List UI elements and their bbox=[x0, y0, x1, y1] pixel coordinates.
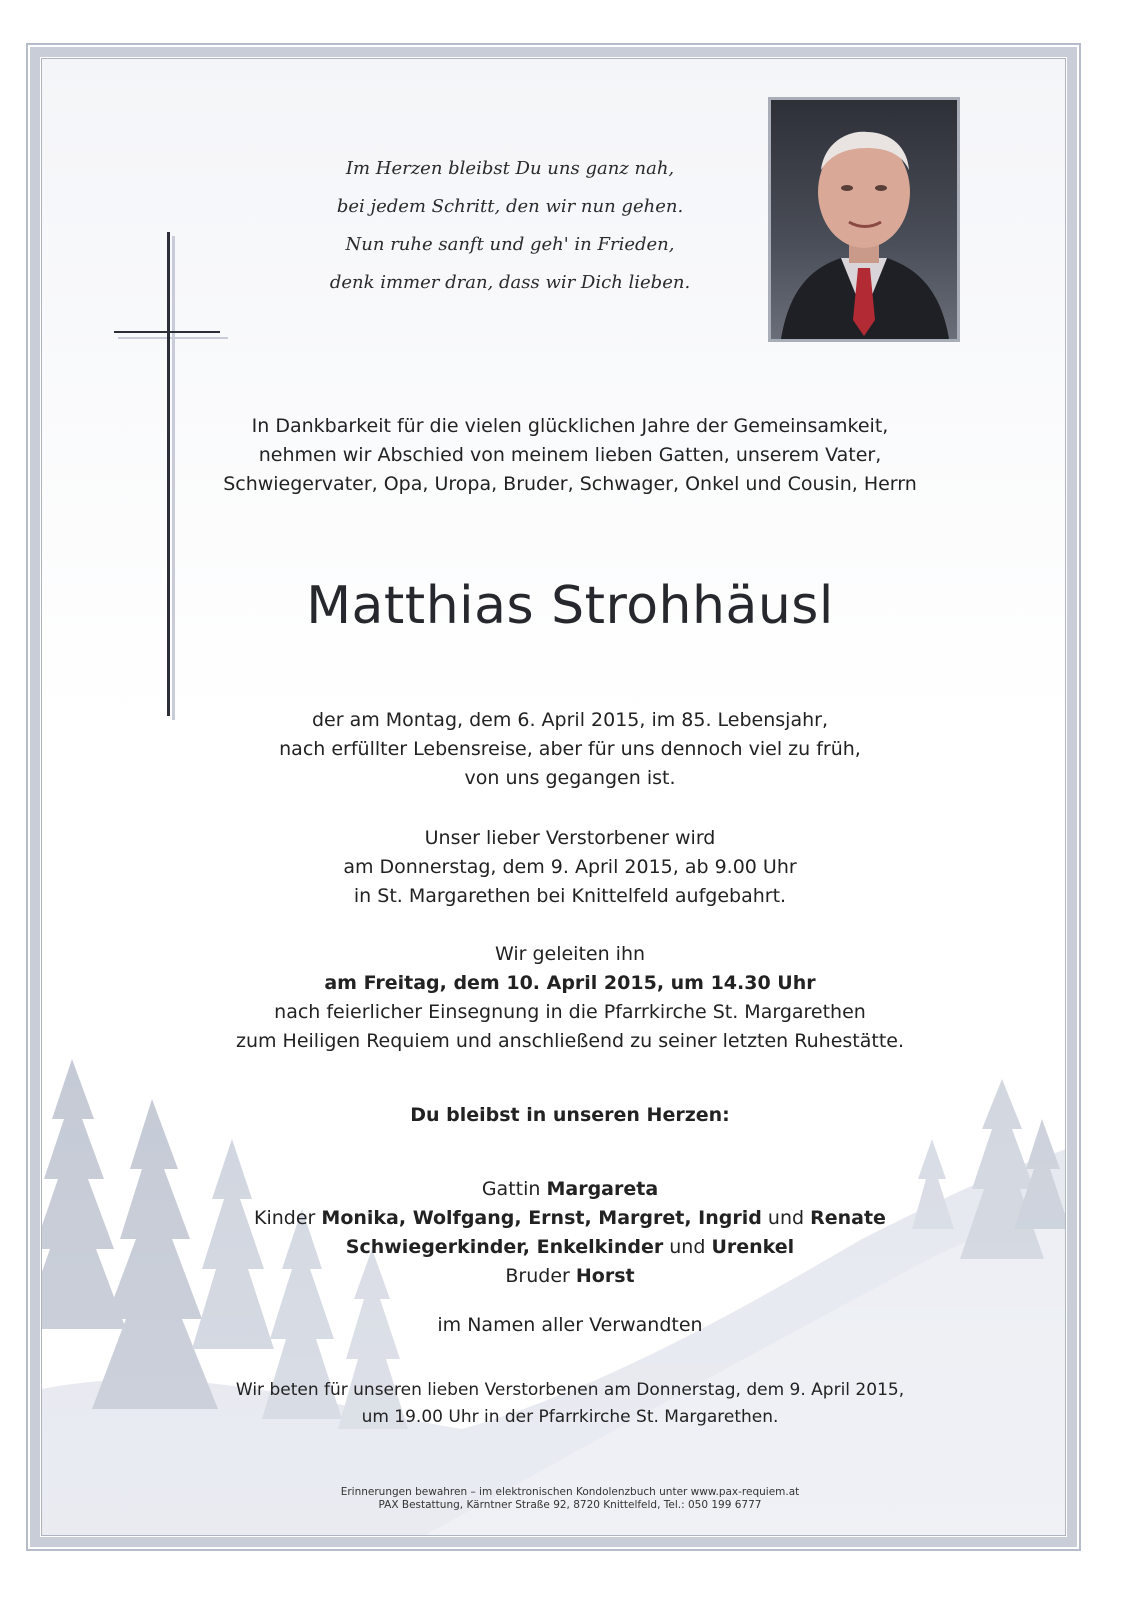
verse-line: Im Herzen bleibst Du uns ganz nah, bbox=[345, 158, 675, 179]
memorial-motto: Du bleibst in unseren Herzen: bbox=[410, 1104, 730, 1126]
death-line: der am Montag, dem 6. April 2015, im 85. Lebensjahr, bbox=[312, 709, 828, 731]
death-notice bbox=[140, 706, 1000, 793]
footer-address-line: PAX Bestattung, Kärntner Straße 92, 8720 Knittelfeld, Tel.: 050 199 6777 bbox=[378, 1499, 762, 1511]
wake-line: am Donnerstag, dem 9. April 2015, ab 9.00 Uhr bbox=[343, 856, 797, 878]
family-list bbox=[140, 1175, 1000, 1291]
portrait-photo bbox=[768, 97, 960, 342]
funeral-line: nach feierlicher Einsegnung in die Pfarrkirche St. Margarethen bbox=[274, 1001, 866, 1023]
family-wife bbox=[140, 1175, 1000, 1204]
family-children bbox=[140, 1204, 1000, 1233]
footer-info bbox=[140, 1486, 1000, 1512]
family-inlaws bbox=[140, 1233, 1000, 1262]
children-and: und bbox=[767, 1207, 805, 1229]
wife-name: Margareta bbox=[546, 1178, 659, 1200]
prayer-notice bbox=[140, 1377, 1000, 1431]
funeral-line: Wir geleiten ihn bbox=[494, 943, 646, 965]
children-last: Renate bbox=[810, 1207, 886, 1229]
family-brother bbox=[140, 1262, 1000, 1291]
intro-text bbox=[140, 412, 1000, 499]
children-names: Monika, Wolfgang, Ernst, Margret, Ingrid bbox=[321, 1207, 762, 1229]
death-line: von uns gegangen ist. bbox=[464, 767, 676, 789]
footer-condolence-line: Erinnerungen bewahren – im elektronischen Kondolenzbuch unter www.pax-requiem.at bbox=[340, 1486, 800, 1498]
deceased-name: Matthias Strohhäusl bbox=[306, 576, 834, 636]
funeral-date: am Freitag, dem 10. April 2015, um 14.30 Uhr bbox=[324, 972, 816, 994]
wake-notice bbox=[140, 824, 1000, 911]
intro-line: In Dankbarkeit für die vielen glücklichen Jahre der Gemeinsamkeit, bbox=[251, 415, 889, 437]
death-line: nach erfüllter Lebensreise, aber für uns dennoch viel zu früh, bbox=[279, 738, 861, 760]
verse-line: bei jedem Schritt, den wir nun gehen. bbox=[336, 196, 684, 217]
brother-label: Bruder bbox=[505, 1265, 570, 1287]
verse-line: denk immer dran, dass wir Dich lieben. bbox=[329, 272, 691, 293]
children-label: Kinder bbox=[254, 1207, 316, 1229]
inlaws-and: und bbox=[669, 1236, 706, 1258]
intro-line: Schwiegervater, Opa, Uropa, Bruder, Schwager, Onkel und Cousin, Herrn bbox=[223, 473, 917, 495]
wake-line: in St. Margarethen bei Knittelfeld aufgebahrt. bbox=[353, 885, 787, 907]
brother-name: Horst bbox=[575, 1265, 635, 1287]
wake-line: Unser lieber Verstorbener wird bbox=[424, 827, 716, 849]
intro-line: nehmen wir Abschied von meinem lieben Gatten, unserem Vater, bbox=[258, 444, 882, 466]
prayer-line: um 19.00 Uhr in der Pfarrkirche St. Margarethen. bbox=[361, 1407, 779, 1427]
prayer-line: Wir beten für unseren lieben Verstorbenen am Donnerstag, dem 9. April 2015, bbox=[235, 1380, 905, 1400]
memorial-verse bbox=[300, 150, 720, 302]
wife-label: Gattin bbox=[481, 1178, 541, 1200]
great-grandchildren: Urenkel bbox=[711, 1236, 795, 1258]
verse-line: Nun ruhe sanft und geh' in Frieden, bbox=[345, 234, 675, 255]
relatives-line: im Namen aller Verwandten bbox=[437, 1314, 703, 1336]
funeral-line: zum Heiligen Requiem und anschließend zu seiner letzten Ruhestätte. bbox=[235, 1030, 905, 1052]
inlaws-names: Schwiegerkinder, Enkelkinder bbox=[345, 1236, 664, 1258]
funeral-notice bbox=[140, 940, 1000, 1056]
